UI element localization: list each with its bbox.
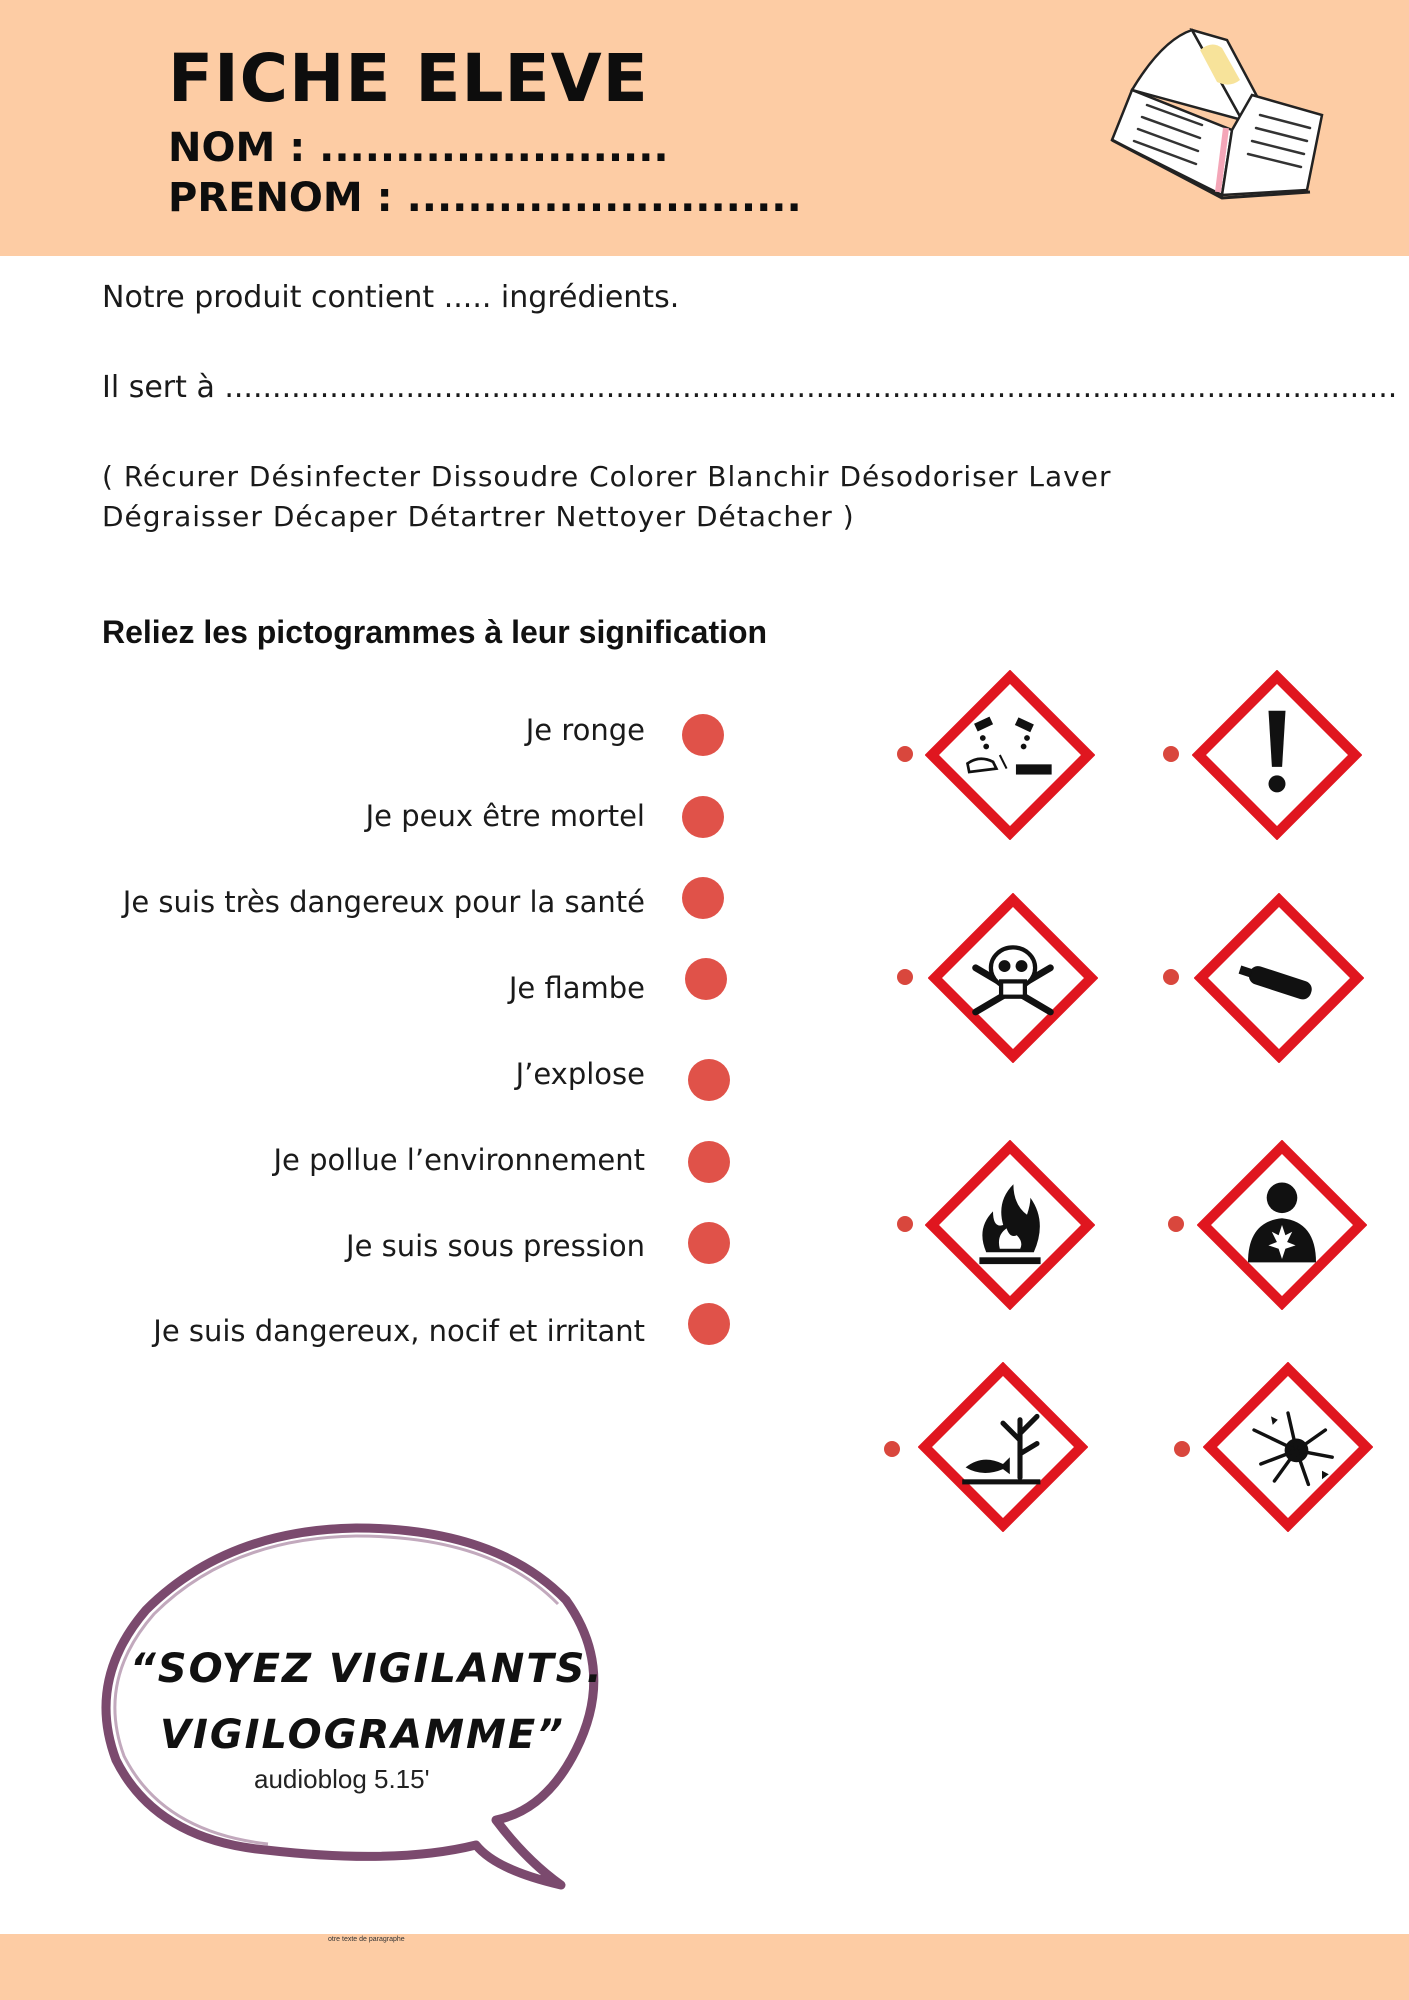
meaning-label: Je peux être mortel: [365, 799, 645, 833]
health-hazard-pictogram-icon: [1197, 1140, 1367, 1310]
meaning-dot[interactable]: [685, 958, 727, 1000]
footer-band: [0, 1934, 1409, 2000]
meaning-label: J’explose: [515, 1057, 645, 1091]
meaning-label: Je suis sous pression: [346, 1229, 645, 1263]
picto-dot[interactable]: [1168, 1216, 1184, 1232]
meaning-dot[interactable]: [688, 1141, 730, 1183]
verbs-list-line-2: Dégraisser Décaper Détartrer Nettoyer Détacher ): [102, 500, 855, 533]
picto-dot[interactable]: [1163, 746, 1179, 762]
ingredients-sentence: Notre produit contient ..... ingrédients.: [102, 280, 680, 315]
page-title: FICHE ELEVE: [168, 40, 649, 117]
quote-source: audioblog 5.15': [254, 1764, 430, 1794]
explosion-pictogram-icon: [1203, 1362, 1373, 1532]
corrosion-pictogram-icon: [925, 670, 1095, 840]
meaning-dot[interactable]: [682, 714, 724, 756]
purpose-sentence: Il sert à ...........................................................................................................................: [102, 370, 1398, 405]
quote-line-1: “SOYEZ VIGILANTS.: [130, 1646, 604, 1692]
name-line: NOM : .......................: [168, 125, 669, 171]
picto-dot[interactable]: [897, 746, 913, 762]
meaning-dot[interactable]: [688, 1303, 730, 1345]
meaning-label: Je suis très dangereux pour la santé: [122, 885, 645, 919]
firstname-line: PRENOM : ..........................: [168, 175, 802, 221]
picto-dot[interactable]: [897, 1216, 913, 1232]
skull-crossbones-pictogram-icon: [928, 893, 1098, 1063]
meaning-dot[interactable]: [688, 1059, 730, 1101]
exercise-title: Reliez les pictogrammes à leur signification: [102, 614, 768, 650]
quote-line-2: VIGILOGRAMME”: [160, 1712, 565, 1758]
meaning-dot[interactable]: [682, 877, 724, 919]
picto-dot[interactable]: [1174, 1441, 1190, 1457]
meaning-label: Je pollue l’environnement: [273, 1143, 645, 1177]
gas-cylinder-pictogram-icon: [1194, 893, 1364, 1063]
flame-pictogram-icon: [925, 1140, 1095, 1310]
environment-pictogram-icon: [918, 1362, 1088, 1532]
verbs-list-line-1: ( Récurer Désinfecter Dissoudre Colorer Blanchir Désodoriser Laver: [102, 460, 1112, 493]
meaning-label: Je ronge: [525, 713, 645, 747]
picto-dot[interactable]: [884, 1441, 900, 1457]
meaning-label: Je suis dangereux, nocif et irritant: [153, 1314, 645, 1348]
meaning-label: Je flambe: [508, 971, 645, 1005]
picto-dot[interactable]: [1163, 969, 1179, 985]
speech-bubble: [96, 1520, 606, 1890]
meaning-dot[interactable]: [688, 1222, 730, 1264]
meaning-dot[interactable]: [682, 796, 724, 838]
exclamation-pictogram-icon: [1192, 670, 1362, 840]
picto-dot[interactable]: [897, 969, 913, 985]
open-book-icon: [1092, 20, 1342, 240]
footer-placeholder-text: otre texte de paragraphe: [328, 1936, 405, 1943]
